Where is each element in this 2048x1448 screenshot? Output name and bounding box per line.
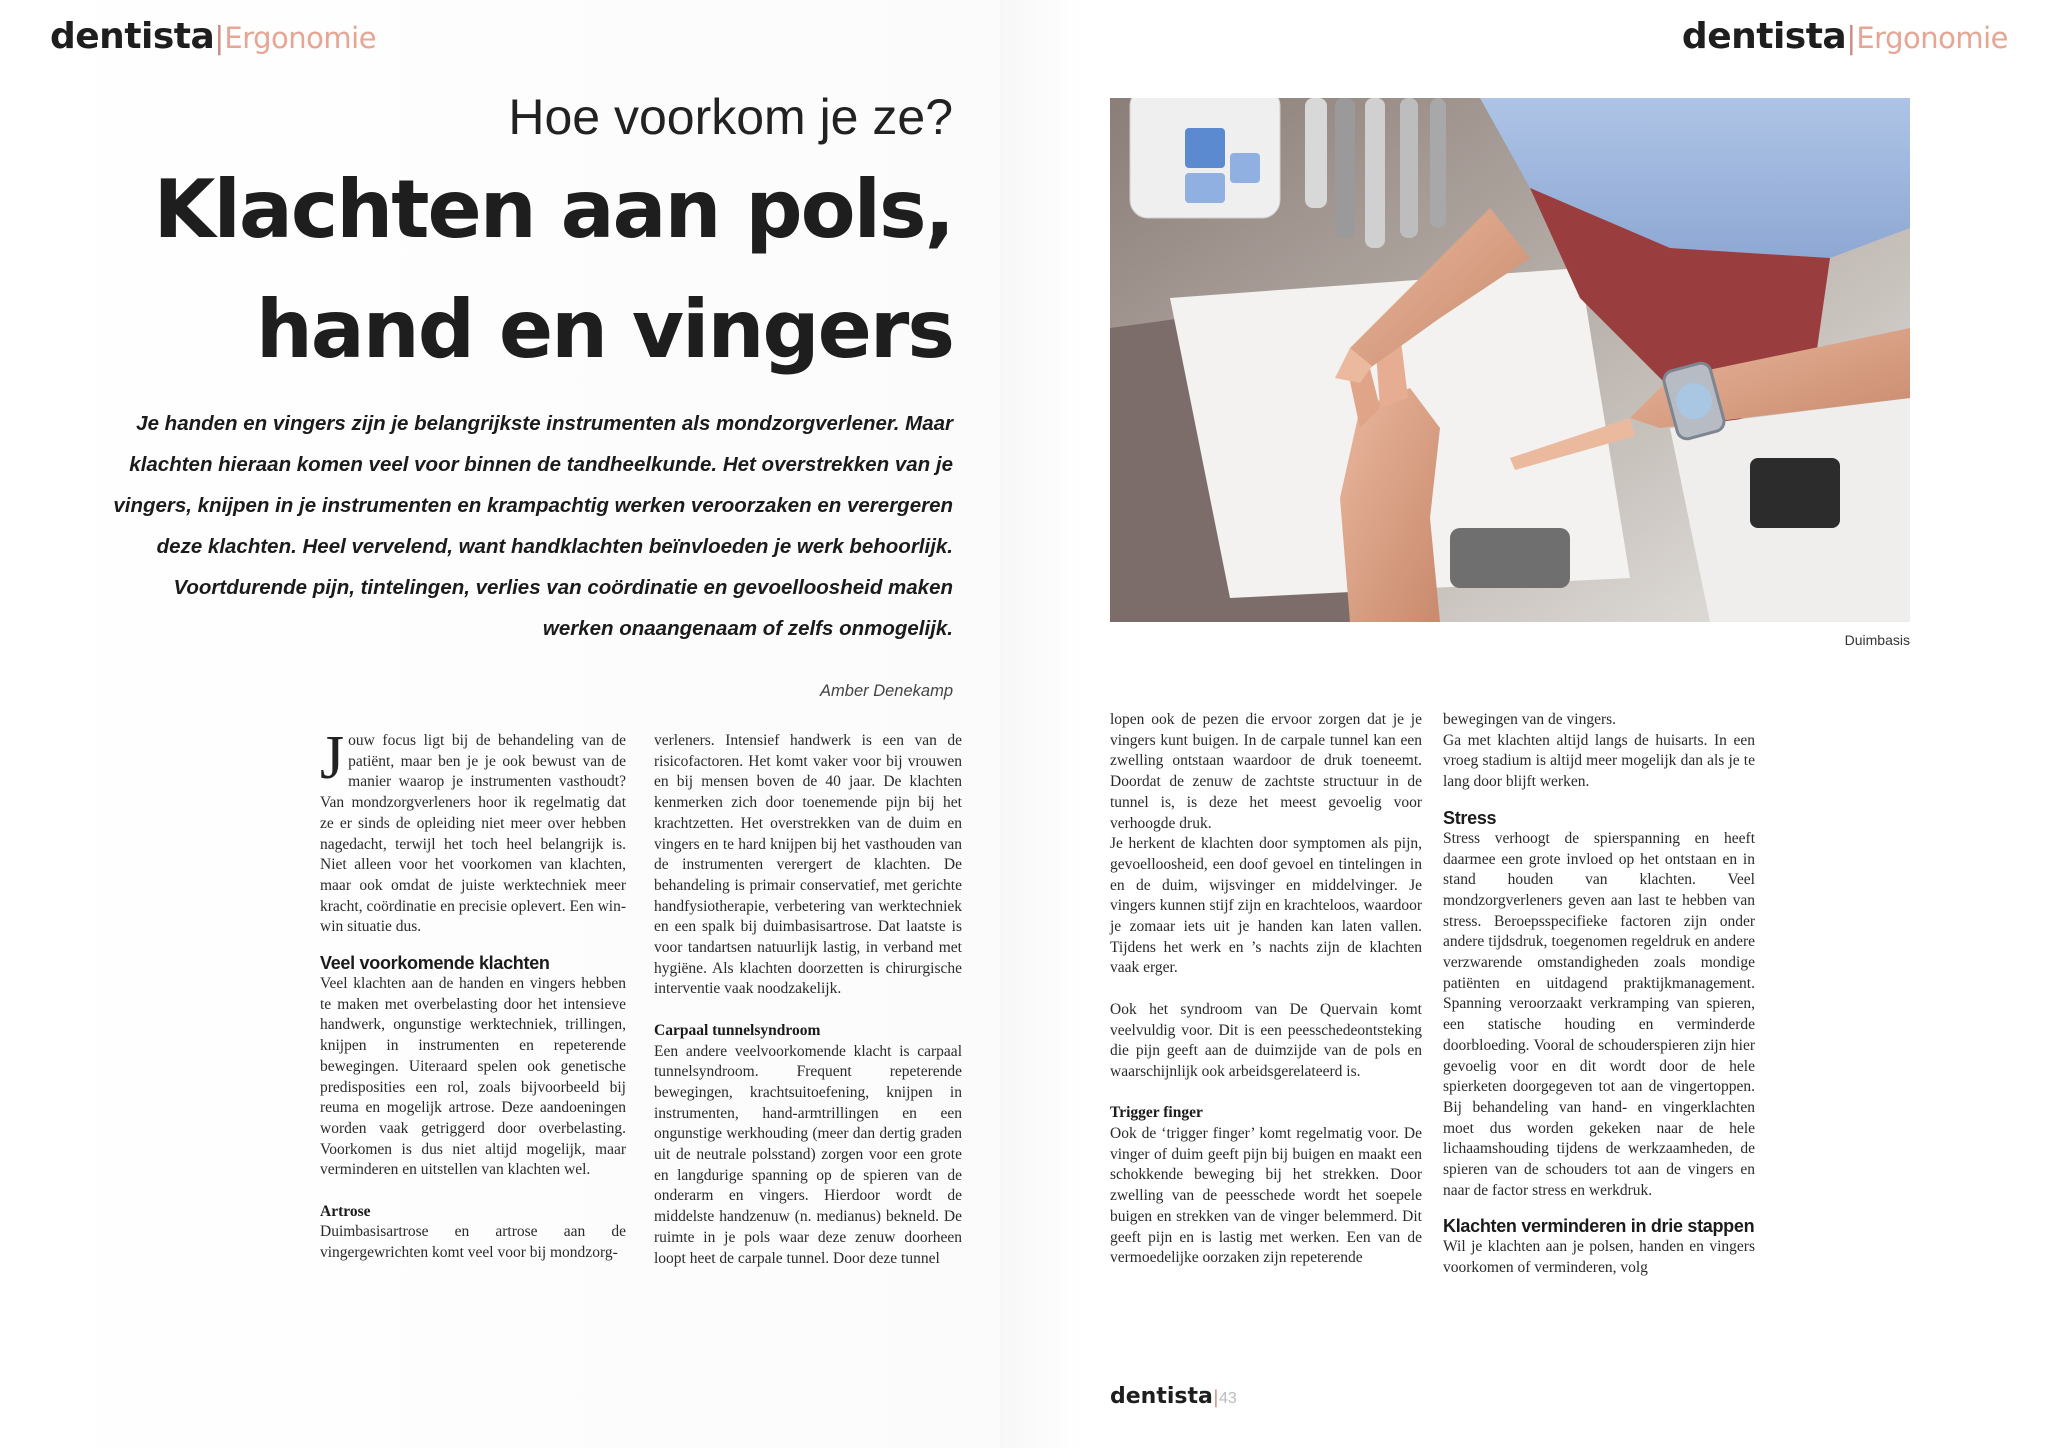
subheading-small: Artrose xyxy=(320,1202,371,1220)
spacer xyxy=(1110,979,1422,1000)
footer-brand: dentista xyxy=(1110,1384,1213,1409)
intro-line: werken onaangenaam of zelfs onmogelijk. xyxy=(542,617,953,640)
article-intro xyxy=(53,403,953,649)
header-left xyxy=(50,16,376,57)
text-column-4 xyxy=(1443,710,1755,1279)
article-kicker: Hoe voorkom je ze? xyxy=(508,89,953,145)
brand-logo: dentista xyxy=(1681,16,1847,57)
text-column-2 xyxy=(654,731,962,1269)
paragraph: Ook de ‘trigger finger’ komt regelmatig voor. De vinger of duim geeft pijn bij buigen en maakt een schokkende beweging bij het strekken. Door zwelling van de peesschede wordt het soepele buigen en strekken van de vinger belemmerd. Dit geeft pijn en is lastig met werken. Een van de vermoedelijke oorzaken zijn repeterende xyxy=(1110,1125,1422,1267)
paragraph: Ga met klachten altijd langs de huisarts. In een vroeg stadium is altijd meer mogelijk dan als je te lang door blijft werken. xyxy=(1443,731,1755,791)
section-label: Ergonomie xyxy=(1856,21,2008,55)
article-photo xyxy=(1110,98,1910,622)
paragraph: Je herkent de klachten door symptomen als pijn, gevoelloosheid, een doof gevoel en tintelingen in en de duim, wijsvinger en middelvinger. Je vingers kunnen stijf zijn en krachteloos, waardoor je zomaar iets uit je handen kan laten vallen. Tijdens het werk en ’s nachts zijn de klachten vaak erger. xyxy=(1110,835,1422,977)
intro-line: klachten hieraan komen veel voor binnen de tandheelkunde. Het overstrekken van je xyxy=(129,453,953,476)
spacer xyxy=(654,1000,962,1021)
text-column-1 xyxy=(320,724,626,1264)
intro-line: Je handen en vingers zijn je belangrijkste instrumenten als mondzorgverlener. Maar xyxy=(136,412,953,435)
page-number: 43 xyxy=(1218,1390,1237,1407)
paragraph: Wil je klachten aan je polsen, handen en vingers voorkomen of verminderen, volg xyxy=(1443,1238,1755,1277)
paragraph: verleners. Intensief handwerk is een van de risicofactoren. Het komt vaker voor bij vrouwen en bij mensen boven de 40 jaar. De klachten kenmerken zich door toenemende pijn bij het krachtzetten. Het overstrekken van de duim en vingers en te hard knijpen bij het vasthouden van de instrumenten verergert de klachten. De behandeling is primair conservatief, met gerichte handfysiotherapie, verbetering van werktechniek en een spalk bij duimbasisartrose. Dat laatste is voor tandartsen natuurlijk lastig, in verband met hygiëne. Als klachten doorzetten is chirurgische interventie vaak noodzakelijk. xyxy=(654,732,962,998)
text-column-3 xyxy=(1110,710,1422,1269)
paragraph: Ook het syndroom van De Quervain komt veelvuldig voor. Dit is een peesschedeontsteking die pijn geeft aan de duimzijde van de pols en waarschijnlijk ook arbeidsgerelateerd is. xyxy=(1110,1000,1422,1080)
subheading: Veel voorkomende klachten xyxy=(320,953,550,974)
paragraph: lopen ook de pezen die ervoor zorgen dat je je vingers kunt buigen. In de carpale tunnel kan een zwelling ontstaan waardoor de druk toeneemt. Doordat de zenuw de zachtste structuur in de tunnel is, is deze het meest gevoelig voor verhoogde druk. xyxy=(1110,711,1422,832)
subheading-small: Carpaal tunnelsyndroom xyxy=(654,1021,821,1039)
article-author: Amber Denekamp xyxy=(820,682,953,700)
paragraph: Een andere veelvoorkomende klacht is carpaal tunnelsyndroom. Frequent repeterende bewegingen, krachtsuitoefening, knijpen in instrumenten, hand-armtrillingen en een ongunstige werkhouding (meer dan dertig graden uit de neutrale polsstand) zorgen voor een grote en langdurige spanning op de spieren van de onderarm en vingers. Hierdoor wordt de middelste handzenuw (n. medianus) bekneld. De ruimte in je pols waar deze zenuw doorheen loopt heet de carpale tunnel. Door deze tunnel xyxy=(654,1042,962,1267)
title-line: hand en vingers xyxy=(255,283,953,376)
paragraph: Jouw focus ligt bij de behandeling van de patiënt, maar ben je je ook bewust van de manier waarop je instrumenten vasthoudt? Van mondzorgverleners hoor ik regelmatig dat ze er sinds de opleiding niet meer over hebben nagedacht, terwijl het toch heel belangrijk is. Niet alleen voor het voorkomen van klachten, maar ook omdat de juiste werktechniek meer kracht, coördinatie en precisie oplevert. Een win-win situatie dus. xyxy=(320,724,626,936)
subheading-small: Trigger finger xyxy=(1110,1104,1203,1122)
paragraph: Duimbasisartrose en artrose aan de vingergewrichten komt veel voor bij mondzorg- xyxy=(320,1223,626,1262)
subheading: Klachten verminderen in drie stappen xyxy=(1443,1216,1755,1237)
intro-line: Voortdurende pijn, tintelingen, verlies van coördinatie en gevoelloosheid maken xyxy=(173,576,953,599)
header-right xyxy=(1682,16,2008,57)
photo-illustration xyxy=(1110,98,1910,622)
intro-line: vingers, knijpen in je instrumenten en krampachtig werken veroorzaken en verergeren xyxy=(113,494,953,517)
header-separator: | xyxy=(1846,21,1857,56)
title-line: Klachten aan pols, xyxy=(153,163,953,256)
paragraph: Veel klachten aan de handen en vingers hebben te maken met overbelasting door het intensieve handwerk, ongunstige werktechniek, trillingen, knijpen in instrumenten en repeterende bewegingen. Uiteraard spelen ook genetische predisposities een rol, zoals bijvoorbeeld bij reuma en mogelijk artrose. Deze aandoeningen worden vaak getriggerd door overbelasting. Voorkomen is dus niet altijd mogelijk, maar verminderen en uitstellen van klachten wel. xyxy=(320,975,626,1179)
paragraph: Stress verhoogt de spierspanning en heeft daarmee een grote invloed op het ontstaan en in stand houden van klachten. Veel mondzorgverleners geven aan last te hebben van stress. Beroepsspecifieke factoren zijn onder andere tijdsdruk, toegenomen regeldruk en andere verzwarende omstandigheden zoals mondige patiënten en uitdagend praktijkmanagement. Spanning veroorzaakt verkramping van spieren, een statische houding en verminderde doorbloeding. Vooral de schouderspieren zijn hier gevoelig voor en dit wordt door de hele spierketen doorgegeven tot aan de vingertoppen. Bij behandeling van hand- en vingerklachten moet dus worden gekeken naar de hele lichaamshouding tijdens de werkzaamheden, de spieren van de schouders tot aan de vingers en naar de factor stress en werkdruk. xyxy=(1443,829,1755,1199)
spacer xyxy=(1110,1083,1422,1104)
section-label: Ergonomie xyxy=(224,21,377,55)
header-separator: | xyxy=(214,21,225,56)
drop-cap: J xyxy=(320,724,345,792)
page-folio xyxy=(1110,1384,1237,1409)
intro-line: deze klachten. Heel vervelend, want handklachten beïnvloeden je werk behoorlijk. xyxy=(156,535,953,558)
subheading: Stress xyxy=(1443,807,1497,828)
paragraph: bewegingen van de vingers. xyxy=(1443,711,1617,728)
brand-logo: dentista xyxy=(50,16,215,57)
article-title xyxy=(53,150,953,390)
footer-separator: | xyxy=(1212,1387,1219,1408)
photo-caption: Duimbasis xyxy=(1844,632,1910,648)
spacer xyxy=(320,1181,626,1202)
